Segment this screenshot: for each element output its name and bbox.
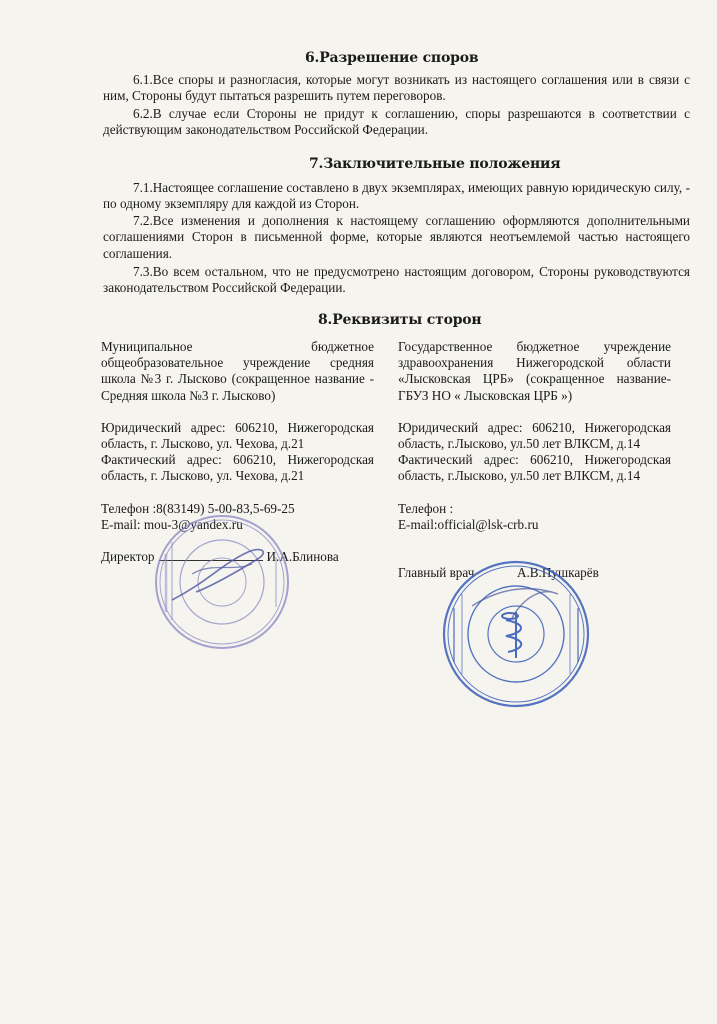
- right-phone: Телефон :: [398, 500, 454, 516]
- right-signer-name: А.В.Пушкарёв: [516, 565, 599, 581]
- right-signer-title: Главный врач: [398, 565, 475, 581]
- section-8-heading: 8.Реквизиты сторон: [318, 312, 482, 328]
- section-6-paragraph-1: 6.1.Все споры и разногласия, которые могут возникать из настоящего соглашения или в связи с ним, Стороны будут пытаться разрешить путем переговоров.: [103, 72, 690, 104]
- right-email: E-mail:official@lsk-crb.ru: [398, 516, 539, 532]
- right-actual-address: Фактический адрес: 606210, Нижегородская область, г.Лысково, ул.50 лет ВЛКСМ, д.14: [398, 452, 671, 484]
- left-signer-name: И.А.Блинова: [266, 549, 339, 565]
- section-7-heading: 7.Заключительные положения: [309, 156, 561, 172]
- left-actual-address: Фактический адрес: 606210, Нижегородская область, г. Лысково, ул. Чехова, д.21: [101, 452, 374, 484]
- section-7-paragraph-2: 7.2.Все изменения и дополнения к настоящему соглашению оформляются дополнительными соглашениями Сторон в письменной форме, которые являются неотъемлемой частью настоящего соглашения.: [103, 213, 690, 261]
- right-org-name: Государственное бюджетное учреждение здравоохранения Нижегородской области «Лысковская ЦРБ» (сокращенное название-ГБУЗ НО « Лысковская ЦРБ »): [398, 339, 671, 403]
- school-seal-stamp-icon: [152, 512, 292, 652]
- left-email: E-mail: mou-3@yandex.ru: [101, 516, 243, 532]
- left-legal-address: Юридический адрес: 606210, Нижегородская область, г. Лысково, ул. Чехова, д.21: [101, 419, 374, 452]
- party-right-requisites: [398, 339, 671, 581]
- hospital-seal-stamp-icon: [440, 558, 592, 710]
- section-6-heading: 6.Разрешение споров: [305, 50, 479, 66]
- left-signer-title: Директор: [101, 549, 155, 565]
- left-phone: Телефон :8(83149) 5-00-83,5-69-25: [101, 500, 295, 516]
- section-6-paragraph-2: 6.2.В случае если Стороны не придут к соглашению, споры разрешаются в соответствии с действующим законодательством Российской Федерации.: [103, 106, 690, 138]
- section-7-paragraph-3: 7.3.Во всем остальном, что не предусмотрено настоящим договором, Стороны руководствуются законодательством Российской Федерации.: [103, 264, 690, 296]
- left-org-name: Муниципальное бюджетное общеобразовательное учреждение средняя школа №3 г. Лысково (сокращенное название - Средняя школа №3 г. Лысково): [101, 339, 374, 403]
- section-7-paragraph-1: 7.1.Настоящее соглашение составлено в двух экземплярах, имеющих равную юридическую силу, - по одному экземпляру для каждой из Сторон.: [103, 180, 690, 212]
- right-legal-address: Юридический адрес: 606210, Нижегородская область, г.Лысково, ул.50 лет ВЛКСМ, д.14: [398, 419, 671, 452]
